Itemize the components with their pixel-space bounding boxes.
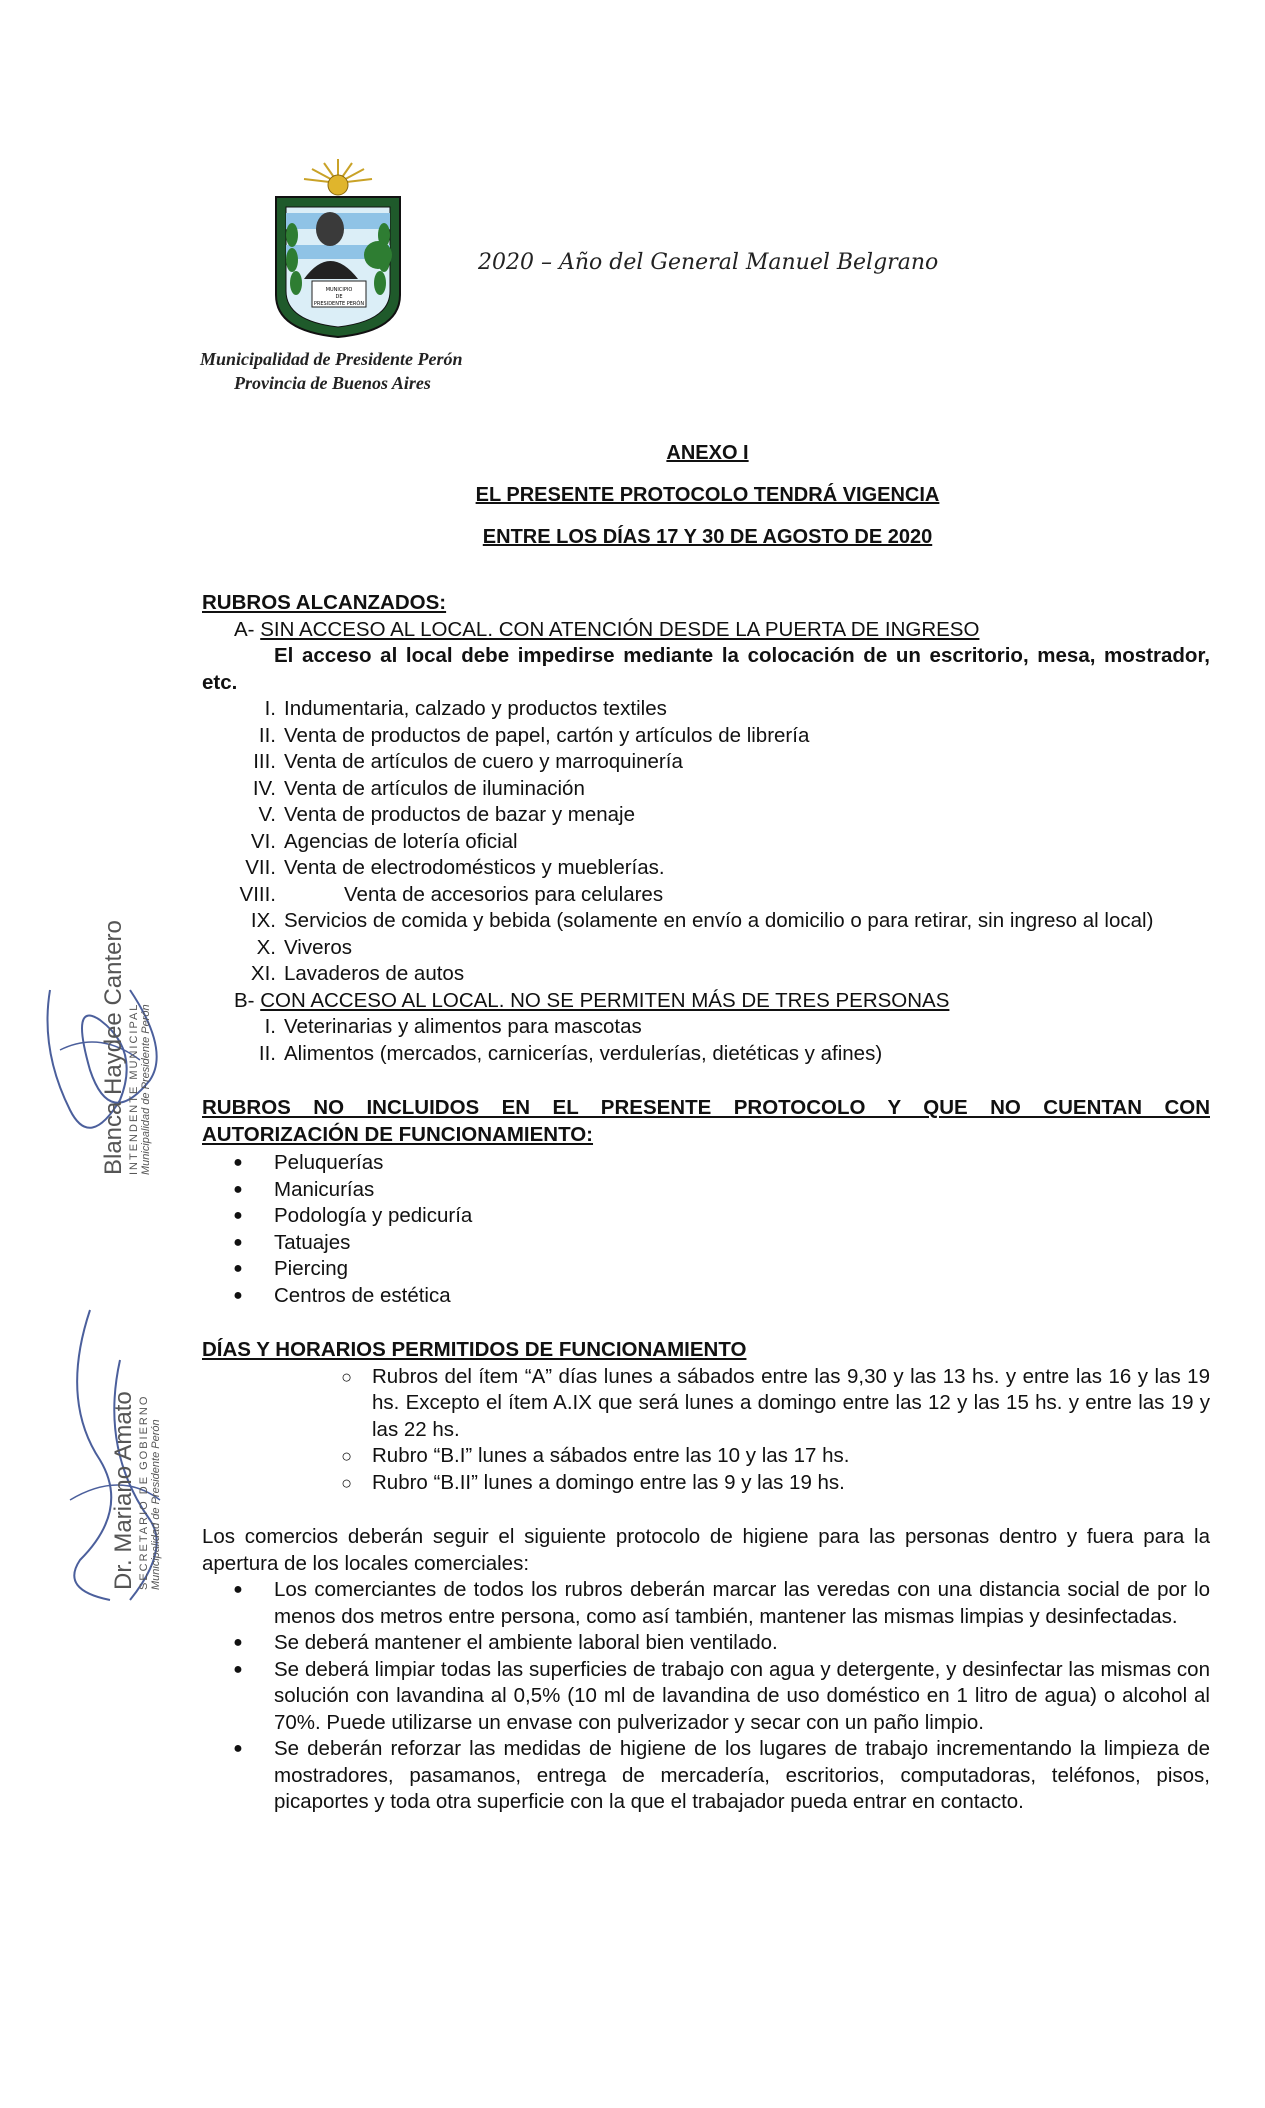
not-included-heading-line1: RUBROS NO INCLUIDOS EN EL PRESENTE PROTOCOLO Y QUE NO CUENTAN CON xyxy=(202,1096,1210,1119)
municipal-seal-logo xyxy=(268,155,408,340)
list-item xyxy=(202,882,1210,909)
item-text: Indumentaria, calzado y productos textiles xyxy=(284,697,667,720)
section-b-title: CON ACCESO AL LOCAL. NO SE PERMITEN MÁS DE TRES PERSONAS xyxy=(260,988,950,1012)
item-number: I. xyxy=(264,1015,276,1038)
item-text: Peluquerías xyxy=(274,1151,384,1174)
section-b-list xyxy=(202,1014,1210,1067)
item-number: VIII. xyxy=(239,882,276,906)
list-item xyxy=(202,1736,1210,1816)
item-text: Manicurías xyxy=(274,1177,375,1201)
annex-title: ANEXO I xyxy=(666,442,749,464)
bullet-icon: ● xyxy=(233,1233,243,1251)
svg-text:PRESIDENTE PERÓN: PRESIDENTE PERÓN xyxy=(313,301,365,307)
item-number: XI. xyxy=(250,962,276,985)
circle-bullet-icon: ○ xyxy=(341,1366,352,1387)
item-text: Los comerciantes de todos los rubros deberán marcar las veredas con una distancia social de por lo menos dos metros entre persona, como así también, mantener las mismas limpias y desinfectadas. xyxy=(274,1578,1210,1628)
item-text: Venta de electrodomésticos y mueblerías. xyxy=(284,856,665,879)
item-number: IV. xyxy=(252,776,276,800)
item-text: Se deberán reforzar las medidas de higiene de los lugares de trabajo incrementando la limpieza de mostradores, pasamanos, entrega de mercadería, escritorios, computadoras, teléfonos, pisos, picaportes y toda otra superficie con la que el trabajador pueda entrar en contacto. xyxy=(274,1737,1210,1813)
validity-dates: ENTRE LOS DÍAS 17 Y 30 DE AGOSTO DE 2020 xyxy=(482,526,933,548)
section-a-label: A- xyxy=(234,617,255,641)
bullet-icon: ● xyxy=(233,1286,243,1304)
list-item xyxy=(202,696,1210,723)
list-item xyxy=(202,1256,1210,1283)
list-item xyxy=(202,1150,1210,1177)
svg-text:MUNICIPIO: MUNICIPIO xyxy=(325,287,353,293)
schedule-heading: DÍAS Y HORARIOS PERMITIDOS DE FUNCIONAMIENTO xyxy=(202,1338,747,1361)
item-text: Lavaderos de autos xyxy=(284,962,465,985)
item-text: Venta de artículos de cuero y marroquinería xyxy=(284,750,683,773)
item-text: Rubro “B.I” lunes a sábados entre las 10 y las 17 hs. xyxy=(372,1444,850,1467)
bullet-icon: ● xyxy=(233,1260,243,1277)
list-item xyxy=(202,1443,1210,1470)
list-item xyxy=(202,935,1210,962)
item-text: Rubros del ítem “A” días lunes a sábados entre las 9,30 y las 13 hs. y entre las 16 y las 19 hs. Excepto el ítem A.IX que será lunes a domingo entre las 12 y las 15 hs. y entre las 19 y las 22 hs. xyxy=(372,1364,1210,1441)
item-text: Tatuajes xyxy=(274,1230,351,1254)
rubros-heading: RUBROS ALCANZADOS: xyxy=(202,591,447,614)
item-text: Piercing xyxy=(274,1257,349,1280)
schedule-list xyxy=(202,1364,1210,1497)
stamp-org: Municipalidad de Presidente Perón xyxy=(150,1419,162,1590)
bullet-icon: ● xyxy=(233,1740,243,1757)
list-item xyxy=(202,1041,1210,1068)
item-number: VI. xyxy=(250,829,276,853)
item-number: V. xyxy=(258,803,276,826)
item-text: Alimentos (mercados, carnicerías, verdulerías, dietéticas y afines) xyxy=(284,1041,883,1065)
item-text: Viveros xyxy=(284,935,352,959)
list-item xyxy=(202,1203,1210,1230)
stamp-secretario xyxy=(110,1391,162,1590)
list-item xyxy=(202,776,1210,803)
item-number: III. xyxy=(253,750,276,773)
not-included-list xyxy=(202,1150,1210,1309)
svg-text:DE: DE xyxy=(335,294,343,300)
letterhead xyxy=(200,347,463,395)
protocol-intro: Los comercios deberán seguir el siguiente protocolo de higiene para las personas dentro y fuera para la apertura de los locales comerciales: xyxy=(202,1525,1210,1575)
item-text: Venta de productos de papel, cartón y artículos de librería xyxy=(284,723,810,747)
item-text: Podología y pedicuría xyxy=(274,1204,473,1227)
list-item xyxy=(202,1577,1210,1630)
section-b-label: B- xyxy=(234,988,255,1012)
list-item xyxy=(202,1283,1210,1310)
section-b-heading xyxy=(202,988,1210,1015)
list-item xyxy=(202,1470,1210,1497)
bullet-icon: ● xyxy=(233,1581,243,1598)
bullet-icon: ● xyxy=(233,1154,243,1171)
item-number: II. xyxy=(258,1041,276,1065)
list-item xyxy=(202,855,1210,882)
item-text: Agencias de lotería oficial xyxy=(284,829,518,853)
stamp-intendente xyxy=(100,920,152,1175)
item-number: II. xyxy=(258,723,276,747)
province-name: Provincia de Buenos Aires xyxy=(234,373,431,393)
protocol-list xyxy=(202,1577,1210,1816)
bullet-icon: ● xyxy=(233,1634,243,1651)
item-text: Se deberá limpiar todas las superficies de trabajo con agua y detergente, y desinfectar las mismas con solución con lavandina al 0,5% (10 ml de lavandina de uso doméstico en 1 litro de agua) o alcohol al 70%. Puede utilizarse un envase con pulverizador y secar con un paño limpio. xyxy=(274,1657,1210,1734)
stamp-org: Municipalidad de Presidente Perón xyxy=(140,1004,152,1175)
item-text: Servicios de comida y bebida (solamente en envío a domicilio o para retirar, sin ingreso al local) xyxy=(284,909,1154,932)
list-item xyxy=(202,1657,1210,1737)
stamp-name: Dr. Mariano Amato xyxy=(110,1391,137,1590)
item-text: Venta de productos de bazar y menaje xyxy=(284,803,636,826)
list-item xyxy=(202,1230,1210,1257)
item-text: Venta de artículos de iluminación xyxy=(284,776,585,800)
section-a-note: El acceso al local debe impedirse mediante la colocación de un escritorio, mesa, mostrador, etc. xyxy=(202,644,1210,694)
bullet-icon: ● xyxy=(233,1660,243,1678)
document-titles xyxy=(0,432,1265,558)
item-text: Rubro “B.II” lunes a domingo entre las 9 y las 19 hs. xyxy=(372,1470,845,1494)
municipality-name: Municipalidad de Presidente Perón xyxy=(200,349,463,369)
bullet-icon: ● xyxy=(233,1180,243,1198)
item-text: Veterinarias y alimentos para mascotas xyxy=(284,1015,642,1038)
circle-bullet-icon: ○ xyxy=(341,1472,352,1493)
circle-bullet-icon: ○ xyxy=(341,1446,352,1466)
item-number: X. xyxy=(256,935,276,959)
not-included-heading-line2: AUTORIZACIÓN DE FUNCIONAMIENTO: xyxy=(202,1122,594,1146)
list-item xyxy=(202,723,1210,750)
section-a-heading xyxy=(202,617,1210,644)
list-item xyxy=(202,829,1210,856)
validity-title: EL PRESENTE PROTOCOLO TENDRÁ VIGENCIA xyxy=(475,484,940,506)
section-a-list xyxy=(202,696,1210,988)
list-item xyxy=(202,908,1210,935)
list-item xyxy=(202,749,1210,776)
item-text: Venta de accesorios para celulares xyxy=(344,882,664,906)
item-text: Centros de estética xyxy=(274,1283,451,1307)
stamp-role: INTENDENTE MUNICIPAL xyxy=(128,1002,140,1175)
bullet-icon: ● xyxy=(233,1207,243,1224)
year-motto: 2020 – Año del General Manuel Belgrano xyxy=(478,250,939,275)
list-item xyxy=(202,961,1210,988)
list-item xyxy=(202,1630,1210,1657)
item-text: Se deberá mantener el ambiente laboral bien ventilado. xyxy=(274,1631,778,1654)
document-body xyxy=(202,590,1210,1816)
stamp-role: SECRETARIO DE GOBIERNO xyxy=(138,1394,150,1590)
stamp-name: Blanca Haydee Cantero xyxy=(100,920,127,1175)
item-number: I. xyxy=(264,697,276,720)
list-item xyxy=(202,802,1210,829)
item-number: IX. xyxy=(250,909,276,932)
list-item xyxy=(202,1014,1210,1041)
list-item xyxy=(202,1364,1210,1444)
item-number: VII. xyxy=(245,856,276,879)
list-item xyxy=(202,1177,1210,1204)
section-a-title: SIN ACCESO AL LOCAL. CON ATENCIÓN DESDE LA PUERTA DE INGRESO xyxy=(260,617,980,641)
